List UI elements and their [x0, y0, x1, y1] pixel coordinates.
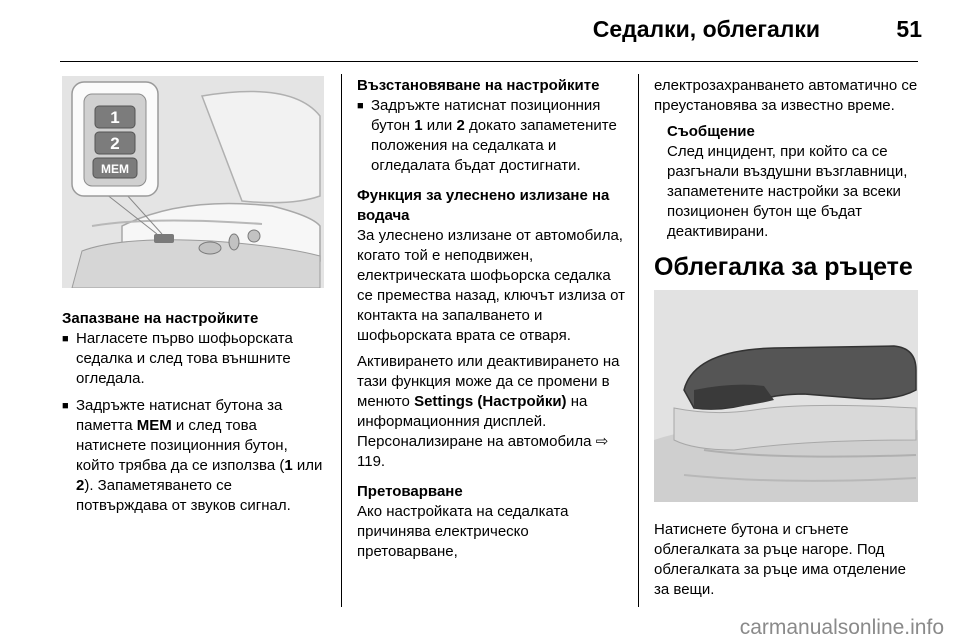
overload-text: Ако настройката на седалката причинява електрическо претоварване,: [357, 503, 569, 560]
overload-text-continued: електрозахранването автоматично се преустановява за известно време.: [654, 77, 918, 114]
note-box: [654, 122, 924, 242]
column-2: [357, 76, 627, 562]
armrest-figure: [654, 290, 918, 502]
page-number: 51: [896, 16, 922, 42]
header-rule: [60, 61, 918, 62]
column-1: [62, 76, 324, 516]
note-title: Съобщение: [667, 123, 755, 140]
memory-button-mem: [93, 158, 137, 178]
svg-text:1: 1: [110, 108, 120, 127]
svg-text:MEM: MEM: [101, 162, 129, 176]
page-reference-icon[interactable]: ⇨: [595, 433, 609, 450]
list-item: ■ Нагласете първо шофьорската седалка и след това външните огледала.: [62, 329, 324, 389]
section-title: Седалки, облегалки: [592, 16, 820, 42]
seat-memory-figure: [62, 76, 324, 288]
page-header: [0, 0, 960, 62]
heading-restore-settings: Възстановяване на настройките: [357, 77, 600, 94]
settings-text: Активирането или деактивирането на тази функция може да се промени в менюто Settings (Настройки) на информационния дисплей. Персонализиране на автомобила ⇨ 119.: [357, 353, 620, 470]
watermark: carmanualsonline.info: [739, 616, 944, 639]
easy-exit-text: За улеснено излизане от автомобила, когато той е неподвижен, електрическата шофьорска седалка се премества назад, ключът излиза от контакта на запалването и шофьорската врата се отваря.: [357, 227, 626, 344]
memory-button-1: [95, 106, 135, 128]
column-divider-right: [638, 74, 639, 607]
heading-armrest: Облегалка за ръцете: [654, 253, 913, 281]
column-divider-left: [341, 74, 342, 607]
memory-button-2: [95, 132, 135, 154]
save-settings-list: [62, 329, 324, 516]
heading-overload: Претоварване: [357, 483, 463, 500]
column-3: [654, 76, 924, 600]
settings-menu-label: Settings (Настройки): [414, 393, 567, 410]
svg-text:2: 2: [110, 134, 120, 153]
list-item: ■ Задръжте натиснат позиционния бутон 1 или 2 докато запаметените положения на седалката и огледалата бъдат достигнати.: [357, 96, 627, 176]
heading-easy-exit: Функция за улеснено излизане на водача: [357, 187, 610, 224]
armrest-text: Натиснете бутона и сгънете облегалката за ръце нагоре. Под облегалката за ръце има отделение за вещи.: [654, 521, 907, 598]
heading-save-settings: Запазване на настройките: [62, 310, 259, 327]
restore-settings-list: [357, 96, 627, 176]
list-item: ■ Задръжте натиснат бутона за паметта MEM и след това натиснете позиционния бутон, който трябва да се използва (1 или 2). Запаметяването се потвърждава от звуков сигнал.: [62, 396, 324, 516]
note-text: След инцидент, при който са се разгънали въздушни възглавници, запаметените настройки за всеки позиционен бутон ще бъдат деактивирани.: [667, 143, 908, 240]
